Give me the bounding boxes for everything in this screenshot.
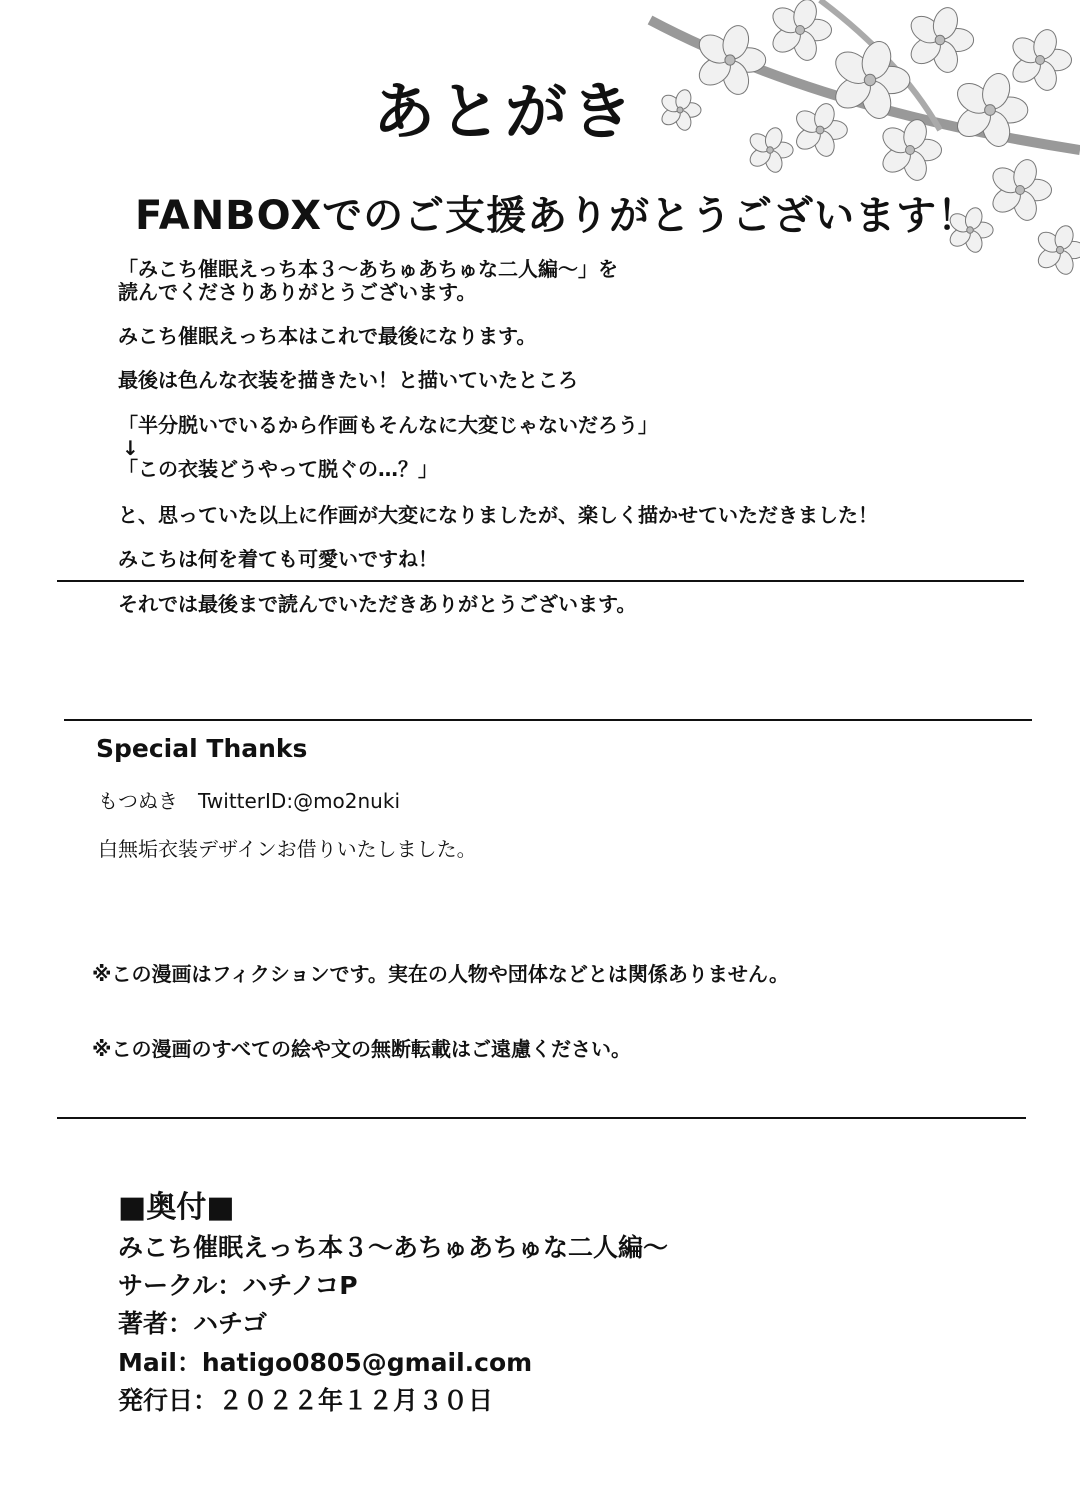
blossom-icon: [768, 0, 831, 63]
body-line: と、思っていた以上に作画が大変になりましたが、楽しく描かせていただきました！: [118, 503, 878, 527]
colophon-book-title: みこち催眠えっち本３～あちゅあちゅな二人編～: [118, 1233, 669, 1262]
body-line: 最後は色んな衣装を描きたい！と描いていたところ: [118, 368, 578, 392]
body-line: 「みこち催眠えっち本３～あちゅあちゅな二人編～」を: [118, 257, 618, 281]
divider: [64, 719, 1032, 721]
fiction-notice: ※この漫画はフィクションです。実在の人物や団体などとは関係ありません。: [92, 962, 790, 986]
body-line: 「この衣装どうやって脱ぐの…？」: [118, 457, 438, 481]
colophon-author: 著者：ハチゴ: [118, 1309, 268, 1338]
body-line: みこち催眠えっち本はこれで最後になります。: [118, 324, 537, 348]
reprint-notice: ※この漫画のすべての絵や文の無断転載はご遠慮ください。: [92, 1037, 632, 1061]
special-thanks-note: 白無垢衣装デザインお借りいたしました。: [98, 837, 477, 861]
arrow-down-icon: ↓: [122, 436, 139, 460]
blossom-icon: [1008, 27, 1071, 94]
blossom-icon: [1035, 223, 1080, 276]
blossom-icon: [988, 157, 1051, 224]
body-line: みこちは何を着ても可愛いですね！: [118, 547, 438, 571]
colophon-date: 発行日：２０２２年１２月３０日: [118, 1386, 494, 1415]
divider: [57, 580, 1024, 582]
page-subtitle: FANBOXでのご支援ありがとうございます！: [135, 193, 979, 239]
colophon-circle: サークル：ハチノコP: [118, 1271, 358, 1300]
body-line: 読んでくださりありがとうございます。: [118, 280, 477, 304]
page-title: あとがき: [372, 75, 637, 148]
body-line: 「半分脱いでいるから作画もそんなに大変じゃないだろう」: [118, 413, 658, 437]
special-thanks-name: もつぬき TwitterID:@mo2nuki: [98, 789, 401, 813]
colophon-heading: ■奥付■: [118, 1190, 235, 1225]
colophon-mail: Mail：hatigo0805@gmail.com: [118, 1348, 533, 1377]
divider: [57, 1117, 1026, 1119]
body-line: それでは最後まで読んでいただきありがとうございます。: [118, 592, 637, 616]
special-thanks-heading: Special Thanks: [96, 734, 308, 763]
